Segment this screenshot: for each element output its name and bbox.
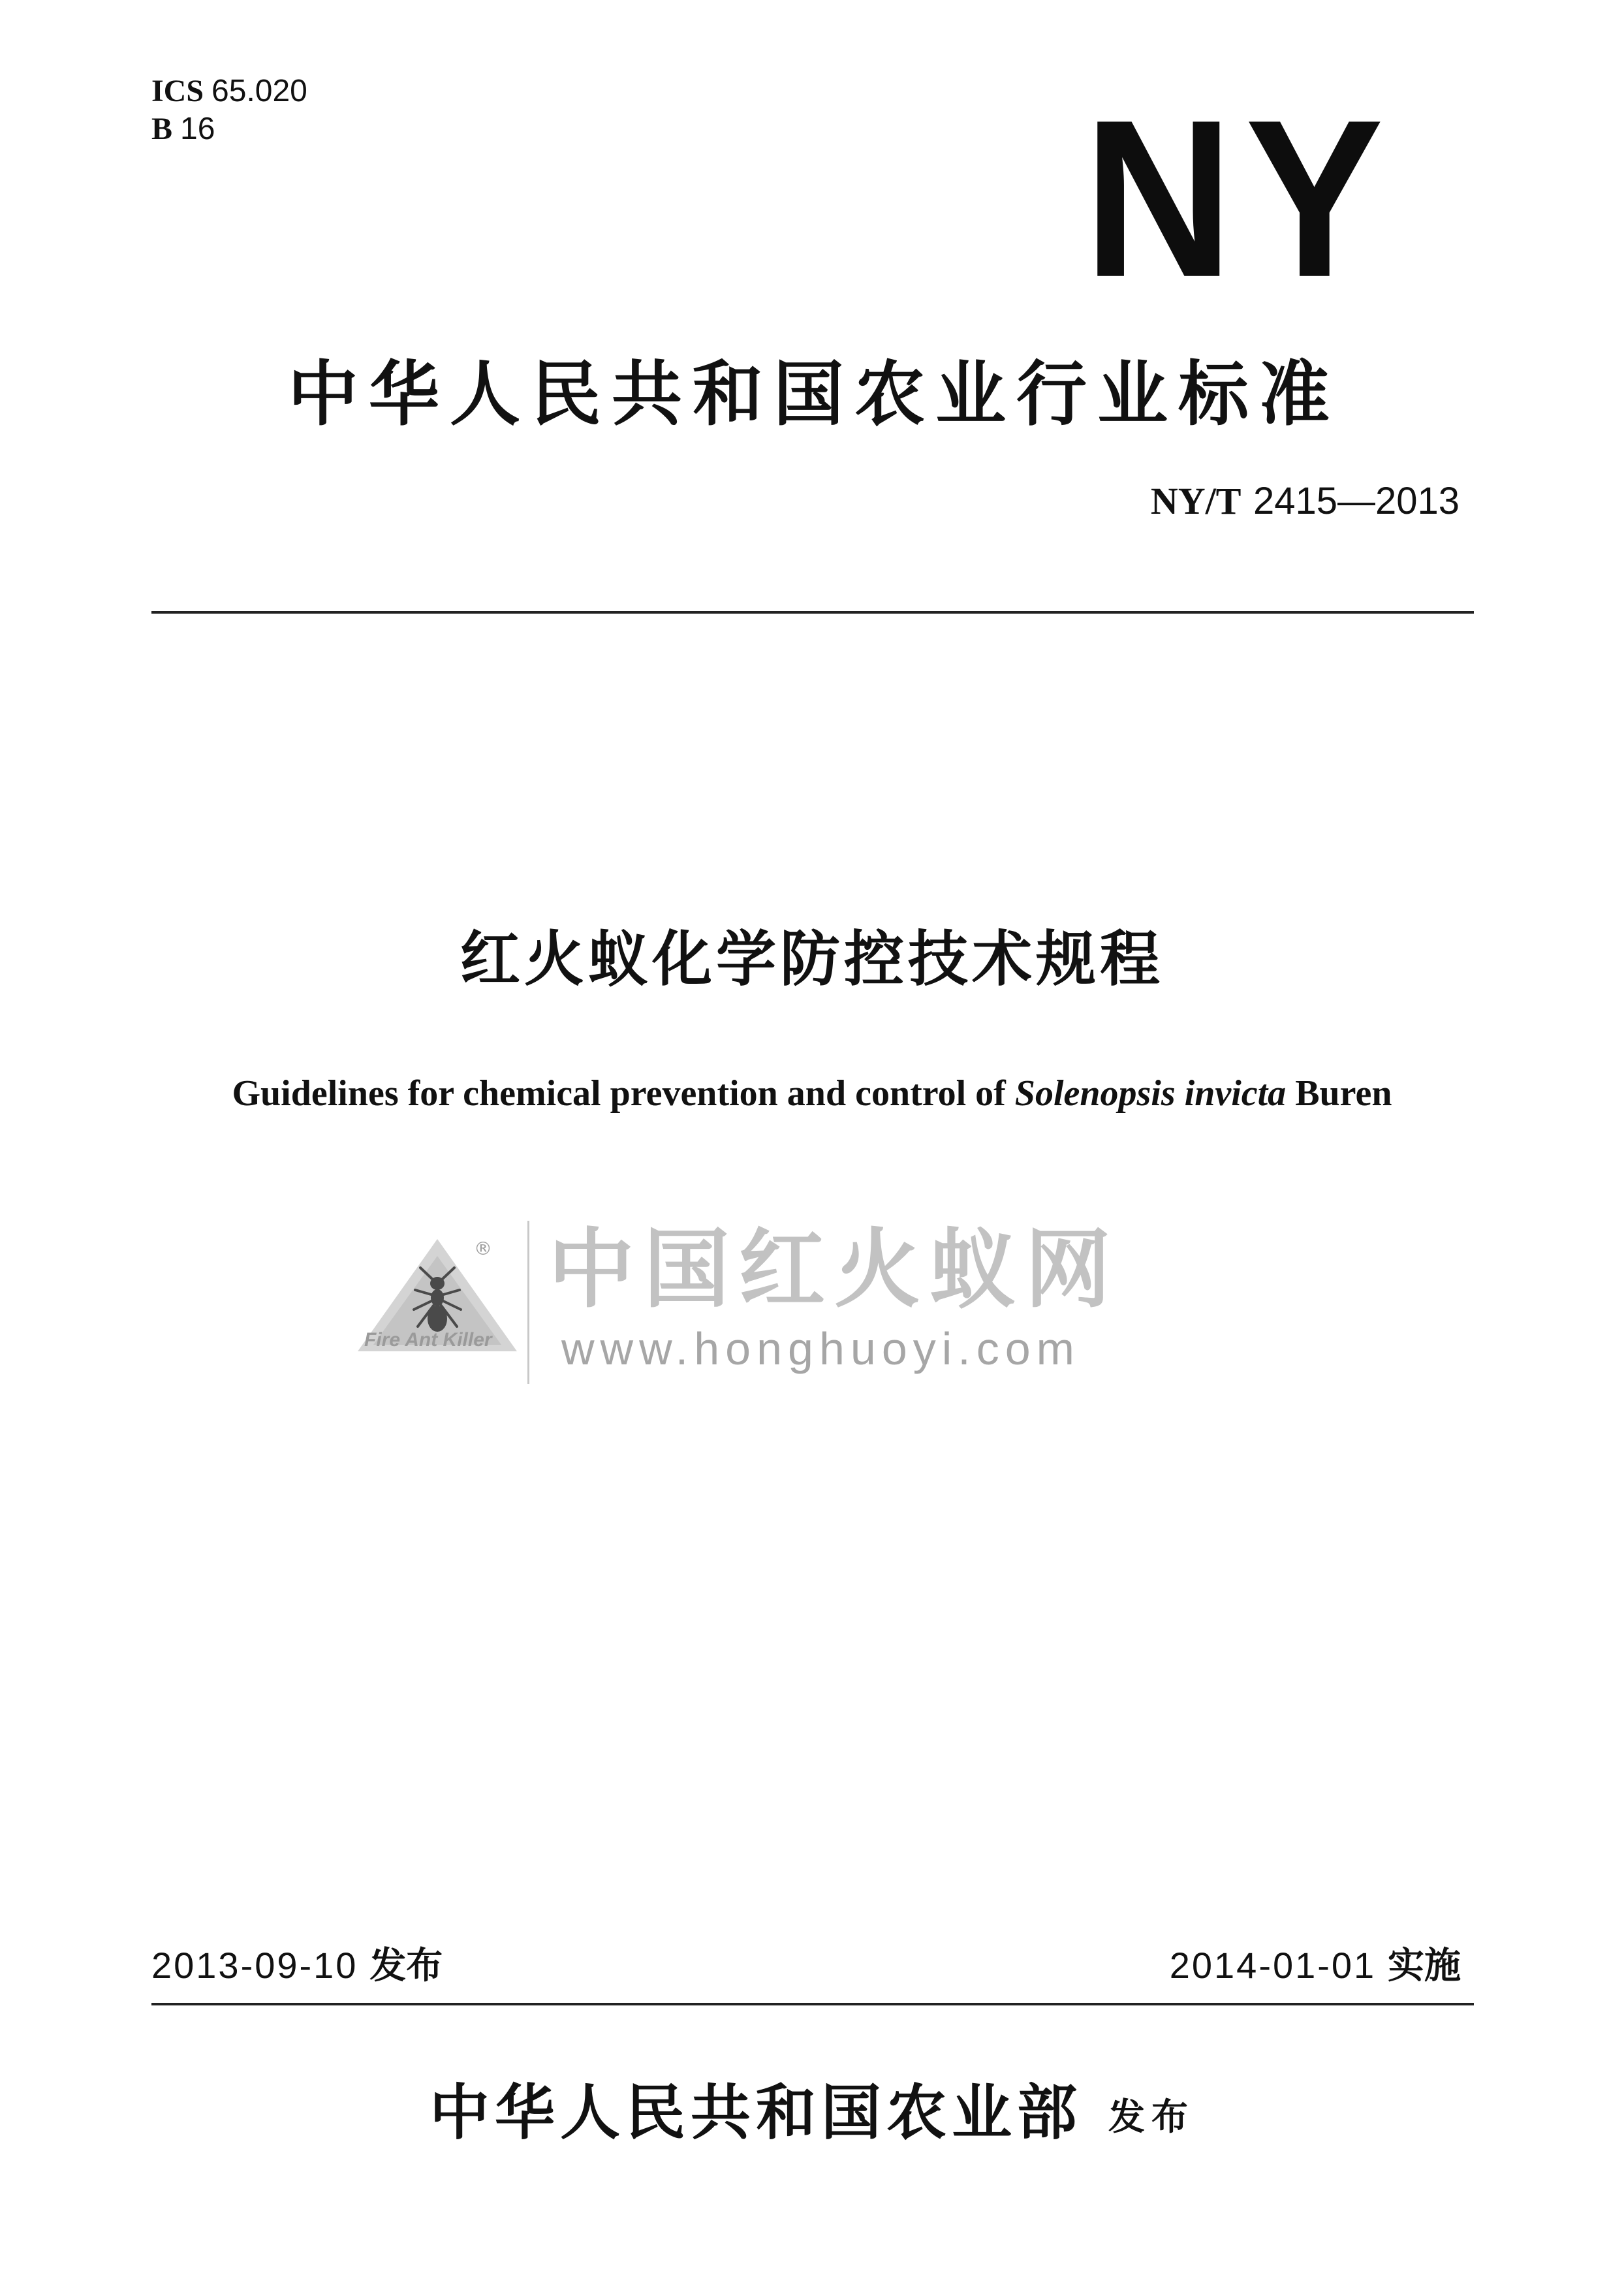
watermark-divider [527, 1221, 529, 1384]
publish-label: 发布 [1108, 2096, 1195, 2139]
standard-code-number: 2415—2013 [1253, 480, 1460, 522]
publisher [0, 2073, 1624, 2156]
ny-logo: NY [1084, 73, 1396, 324]
publisher-name: 中华人民共和国农业部 [429, 2077, 1082, 2148]
issue-date [151, 1943, 443, 1989]
title-en-species: Solenopsis invicta [1014, 1073, 1287, 1114]
effective-date [1170, 1943, 1461, 1989]
watermark-url: www.honghuoyi.com [561, 1323, 1080, 1374]
title-en-part-1: Guidelines for chemical prevention and control of [232, 1073, 1015, 1114]
standard-code-prefix: NY/T [1150, 480, 1241, 522]
ics-label: ICS [151, 74, 204, 108]
standard-code [1151, 478, 1460, 524]
effective-date-value: 2014-01-01 [1169, 1945, 1377, 1986]
issue-date-label: 发布 [369, 1945, 443, 1987]
ics-number: 65.020 [211, 74, 307, 108]
document-title-cn: 红火蚁化学防控技术规程 [460, 924, 1164, 994]
title-en-part-2: Buren [1286, 1073, 1392, 1114]
registered-mark: ® [474, 1238, 492, 1259]
watermark [352, 1195, 1188, 1384]
document-title-en [0, 1071, 1624, 1116]
ics-code [151, 73, 307, 110]
watermark-brand-en: Fire Ant Killer [364, 1329, 492, 1351]
ccs-code [151, 111, 215, 148]
issue-date-value: 2013-09-10 [151, 1945, 358, 1986]
ccs-label: B [151, 112, 173, 146]
effective-date-label: 实施 [1388, 1945, 1461, 1987]
ccs-number: 16 [180, 112, 215, 146]
watermark-site-name: 中国红火蚁网 [548, 1219, 1120, 1320]
bottom-divider [151, 2003, 1474, 2005]
top-divider [151, 611, 1474, 614]
standard-title: 中华人民共和国农业行业标准 [287, 354, 1340, 435]
